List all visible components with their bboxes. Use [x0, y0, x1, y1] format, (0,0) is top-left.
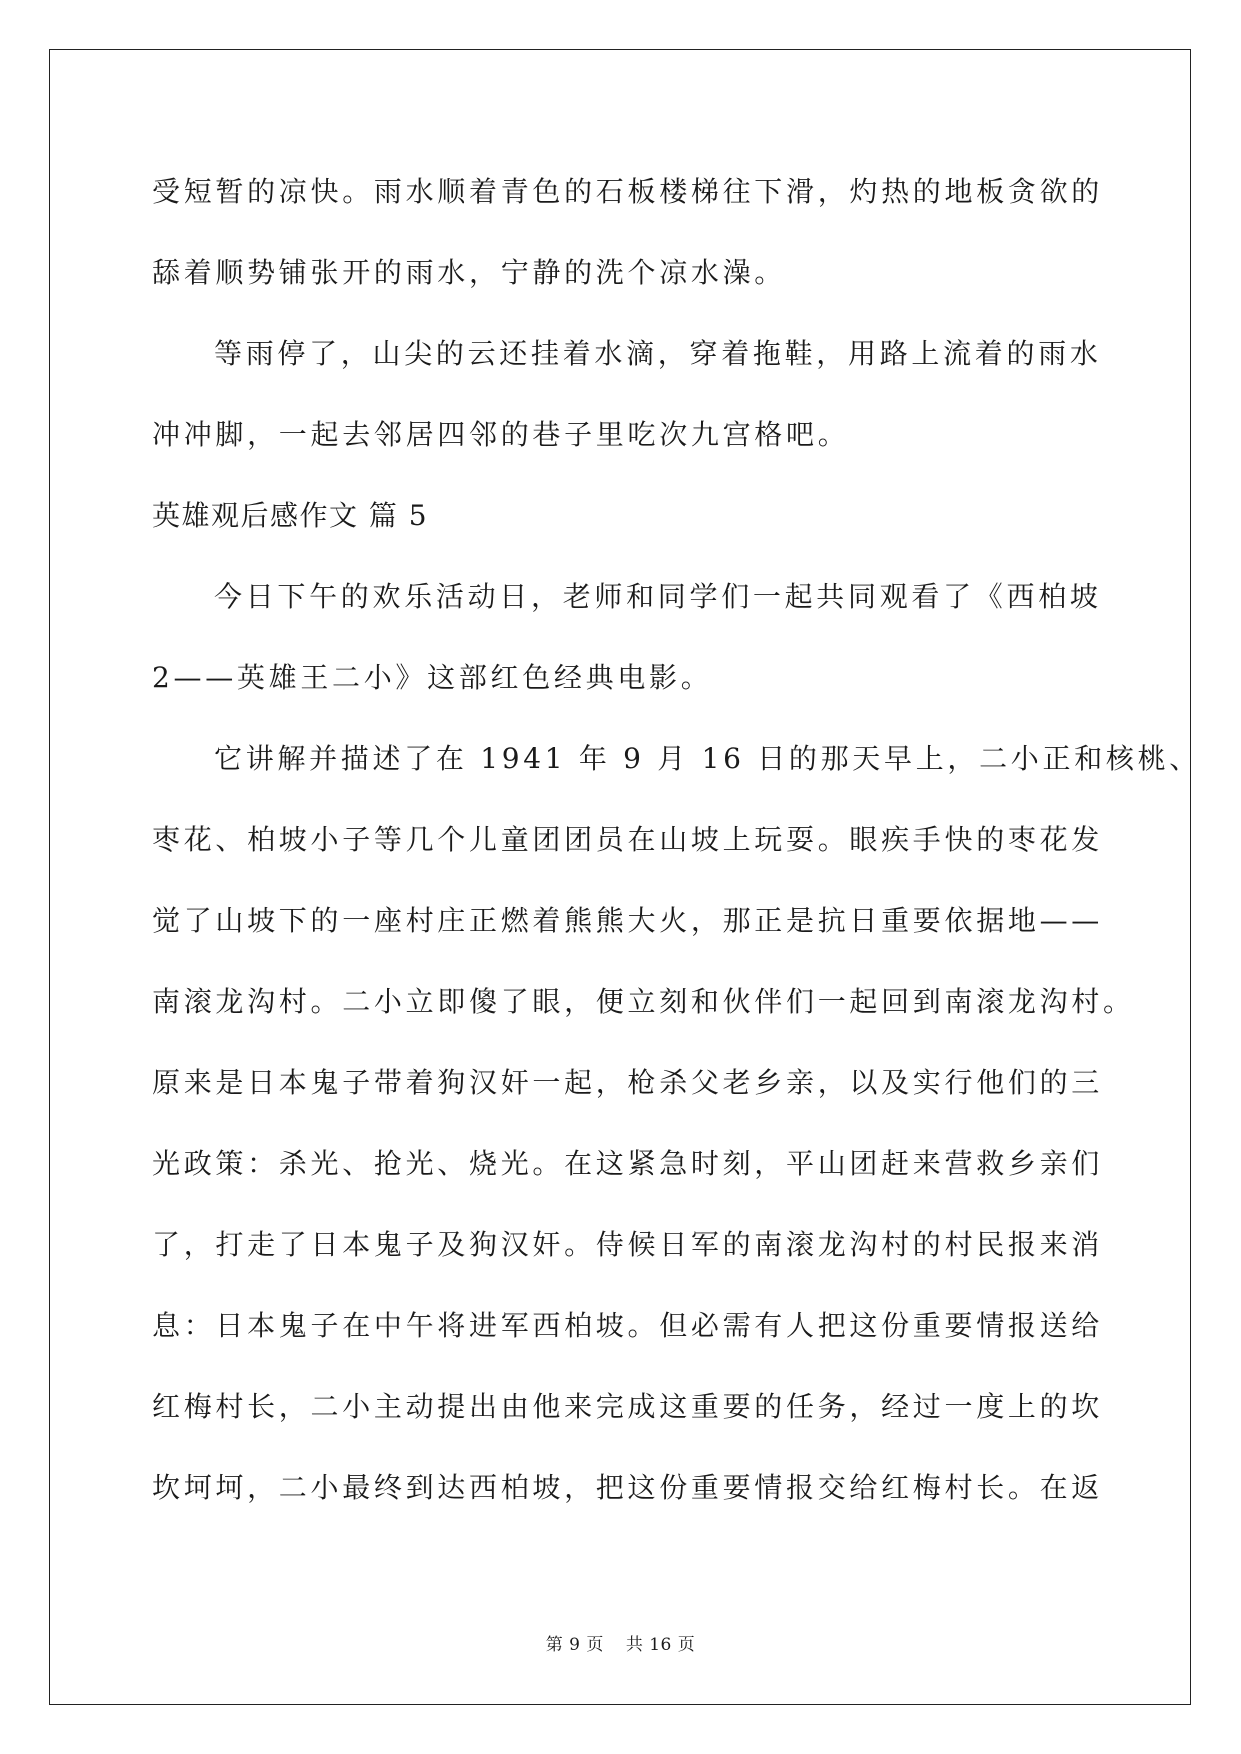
text-line: 息：日本鬼子在中午将进军西柏坡。但必需有人把这份重要情报送给 — [152, 1309, 1104, 1342]
text-line: 舔着顺势铺张开的雨水，宁静的洗个凉水澡。 — [152, 256, 787, 289]
page-total: 共 16 页 — [625, 1635, 696, 1655]
page-footer — [0, 1630, 1241, 1655]
document-body — [152, 160, 1202, 1537]
page-number: 第 9 页 — [545, 1635, 604, 1655]
text-line: 光政策：杀光、抢光、烧光。在这紧急时刻，平山团赶来营救乡亲们 — [152, 1147, 1104, 1180]
text-line: 了，打走了日本鬼子及狗汉奸。侍候日军的南滚龙沟村的村民报来消 — [152, 1228, 1104, 1261]
section-heading: 英雄观后感作文 篇 5 — [152, 499, 429, 532]
text-line: 南滚龙沟村。二小立即傻了眼，便立刻和伙伴们一起回到南滚龙沟村。 — [152, 985, 1135, 1018]
text-line: 2——英雄王二小》这部红色经典电影。 — [152, 661, 713, 694]
text-line: 它讲解并描述了在 1941 年 9 月 16 日的那天早上，二小正和核桃、 — [214, 742, 1202, 775]
text-line: 原来是日本鬼子带着狗汉奸一起，枪杀父老乡亲，以及实行他们的三 — [152, 1066, 1104, 1099]
text-line: 今日下午的欢乐活动日，老师和同学们一起共同观看了《西柏坡 — [214, 580, 1102, 613]
text-line: 等雨停了，山尖的云还挂着水滴，穿着拖鞋，用路上流着的雨水 — [214, 337, 1102, 370]
text-line: 枣花、柏坡小子等几个儿童团团员在山坡上玩耍。眼疾手快的枣花发 — [152, 823, 1104, 856]
text-line: 坎坷坷，二小最终到达西柏坡，把这份重要情报交给红梅村长。在返 — [152, 1471, 1104, 1504]
text-line: 红梅村长，二小主动提出由他来完成这重要的任务，经过一度上的坎 — [152, 1390, 1104, 1423]
text-line: 冲冲脚，一起去邻居四邻的巷子里吃次九宫格吧。 — [152, 418, 850, 451]
text-line: 受短暂的凉快。雨水顺着青色的石板楼梯往下滑，灼热的地板贪欲的 — [152, 175, 1104, 208]
text-line: 觉了山坡下的一座村庄正燃着熊熊大火，那正是抗日重要依据地—— — [152, 904, 1104, 937]
